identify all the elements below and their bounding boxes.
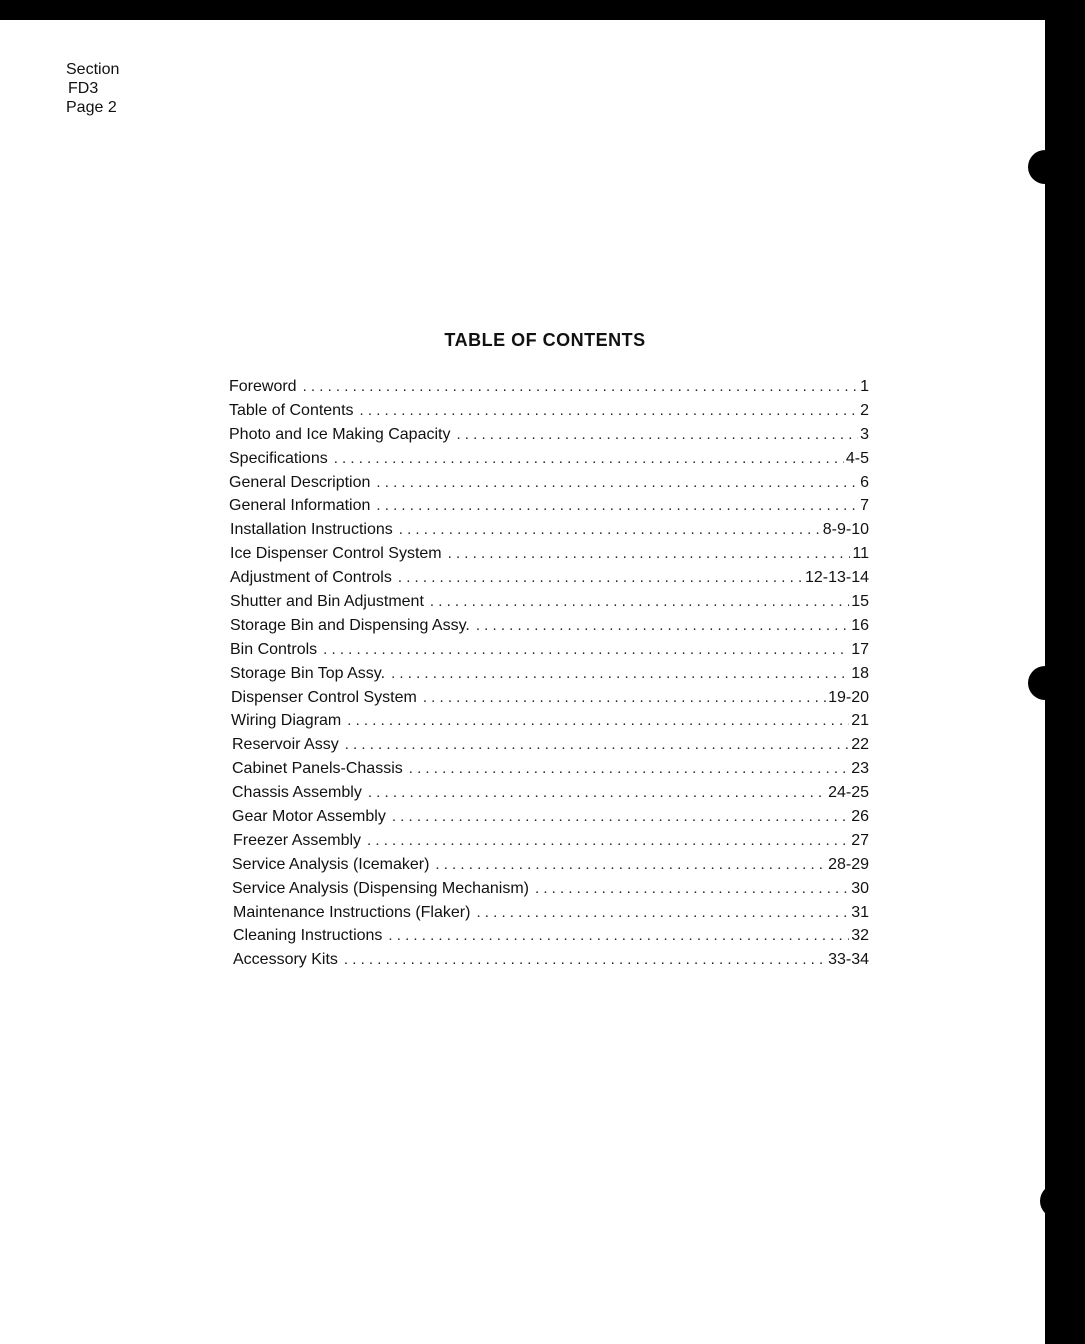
- toc-entry-page: 17: [851, 640, 869, 658]
- punch-hole-bottom: [1040, 1184, 1074, 1218]
- toc-entry-page: 32: [851, 927, 869, 945]
- toc-entry-label: Service Analysis (Dispensing Mechanism): [232, 879, 529, 897]
- toc-leader-dots: [448, 545, 851, 562]
- toc-entry-label: Photo and Ice Making Capacity: [229, 425, 451, 443]
- page-label: Page 2: [66, 99, 117, 116]
- section-label: Section: [66, 61, 120, 78]
- toc-entry-page: 6: [860, 473, 869, 491]
- toc-entry-label: Accessory Kits: [233, 951, 338, 969]
- page-header: [66, 60, 119, 117]
- toc-leader-dots: [430, 593, 849, 610]
- toc-entry-label: General Information: [229, 497, 371, 515]
- toc-entry-label: Storage Bin and Dispensing Assy.: [230, 616, 470, 634]
- toc-entry: [229, 426, 869, 450]
- toc-entry-label: Storage Bin Top Assy.: [230, 664, 386, 682]
- toc-entry: [229, 593, 869, 617]
- toc-entry-page: 7: [860, 497, 869, 515]
- toc-entry-label: Table of Contents: [229, 401, 354, 419]
- toc-entry: [229, 450, 869, 474]
- toc-entry-page: 11: [852, 545, 869, 563]
- toc-entry-page: 2: [860, 401, 869, 419]
- toc-entry-page: 22: [851, 736, 869, 754]
- toc-leader-dots: [392, 808, 849, 825]
- toc-leader-dots: [423, 689, 826, 706]
- toc-entry-page: 21: [851, 712, 869, 730]
- toc-entry-label: Freezer Assembly: [233, 831, 362, 849]
- toc-leader-dots: [303, 378, 859, 395]
- toc-entry-label: Reservoir Assy: [232, 736, 339, 754]
- toc-leader-dots: [367, 832, 849, 849]
- toc-entry: [229, 832, 869, 856]
- toc-entry-page: 24-25: [828, 784, 869, 802]
- scan-top-border: [0, 0, 1085, 20]
- toc-entry-page: 26: [851, 808, 869, 826]
- toc-entry-label: Gear Motor Assembly: [232, 808, 386, 826]
- toc-entry-label: Shutter and Bin Adjustment: [230, 593, 424, 611]
- toc-entry-page: 1: [860, 378, 869, 395]
- toc-entry-label: Service Analysis (Icemaker): [232, 855, 430, 873]
- section-code: FD3: [68, 80, 99, 97]
- toc-entry-page: 18: [851, 664, 869, 682]
- toc-entry-page: 3: [860, 425, 869, 443]
- toc-leader-dots: [347, 712, 849, 729]
- toc-entry-page: 12-13-14: [804, 569, 869, 587]
- toc-entry-page: 31: [851, 903, 869, 921]
- toc-leader-dots: [398, 569, 803, 586]
- toc-leader-dots: [345, 736, 850, 753]
- toc-leader-dots: [535, 880, 849, 897]
- toc-entry: [229, 545, 869, 569]
- toc-entry-page: 27: [851, 831, 869, 849]
- table-of-contents: [229, 378, 869, 975]
- toc-entry: [229, 904, 869, 928]
- toc-entry-label: Dispenser Control System: [231, 688, 417, 706]
- toc-leader-dots: [476, 617, 849, 634]
- toc-entry: [229, 402, 869, 426]
- toc-entry-label: Cleaning Instructions: [233, 927, 383, 945]
- toc-leader-dots: [368, 784, 826, 801]
- toc-entry: [229, 927, 869, 951]
- toc-leader-dots: [476, 904, 849, 921]
- toc-entry: [229, 736, 869, 760]
- toc-leader-dots: [456, 426, 858, 443]
- toc-entry-page: 23: [851, 760, 869, 778]
- toc-entry: [229, 378, 869, 402]
- toc-entry: [229, 617, 869, 641]
- toc-entry-page: 19-20: [828, 688, 869, 706]
- toc-entry-label: Bin Controls: [230, 640, 318, 658]
- toc-entry: [229, 521, 869, 545]
- toc-entry-page: 33-34: [828, 951, 869, 969]
- toc-entry: [229, 474, 869, 498]
- toc-entry-page: 8-9-10: [822, 521, 869, 539]
- toc-entry: [229, 784, 869, 808]
- toc-entry-label: Foreword: [229, 378, 297, 395]
- toc-leader-dots: [435, 856, 826, 873]
- toc-entry: [229, 689, 869, 713]
- punch-hole-middle: [1028, 666, 1062, 700]
- toc-entry: [229, 712, 869, 736]
- toc-entry: [229, 665, 869, 689]
- toc-leader-dots: [391, 665, 849, 682]
- toc-entry: [229, 569, 869, 593]
- toc-leader-dots: [399, 521, 821, 538]
- toc-leader-dots: [376, 474, 858, 491]
- toc-entry-page: 4-5: [845, 449, 869, 467]
- toc-entry-label: Cabinet Panels-Chassis: [232, 760, 403, 778]
- toc-entry: [229, 951, 869, 975]
- toc-leader-dots: [344, 951, 826, 968]
- toc-entry-label: Wiring Diagram: [231, 712, 342, 730]
- toc-leader-dots: [323, 641, 849, 658]
- toc-entry-page: 28-29: [828, 855, 869, 873]
- toc-entry-page: 30: [851, 879, 869, 897]
- toc-leader-dots: [388, 927, 849, 944]
- toc-leader-dots: [334, 450, 844, 467]
- toc-entry-page: 15: [851, 593, 869, 611]
- toc-entry: [229, 641, 869, 665]
- toc-entry-label: Installation Instructions: [230, 521, 393, 539]
- toc-entry-label: Ice Dispenser Control System: [230, 545, 442, 563]
- page-title: TABLE OF CONTENTS: [444, 330, 646, 350]
- toc-leader-dots: [360, 402, 859, 419]
- toc-entry: [229, 760, 869, 784]
- toc-leader-dots: [376, 497, 858, 514]
- toc-entry: [229, 808, 869, 832]
- toc-entry-page: 16: [851, 616, 869, 634]
- punch-hole-top: [1028, 150, 1062, 184]
- toc-entry-label: Adjustment of Controls: [230, 569, 392, 587]
- toc-entry-label: Chassis Assembly: [232, 784, 362, 802]
- toc-leader-dots: [409, 760, 849, 777]
- toc-entry-label: Specifications: [229, 449, 328, 467]
- toc-entry-label: Maintenance Instructions (Flaker): [233, 903, 471, 921]
- toc-entry: [229, 856, 869, 880]
- toc-entry-label: General Description: [229, 473, 371, 491]
- toc-entry: [229, 880, 869, 904]
- toc-entry: [229, 497, 869, 521]
